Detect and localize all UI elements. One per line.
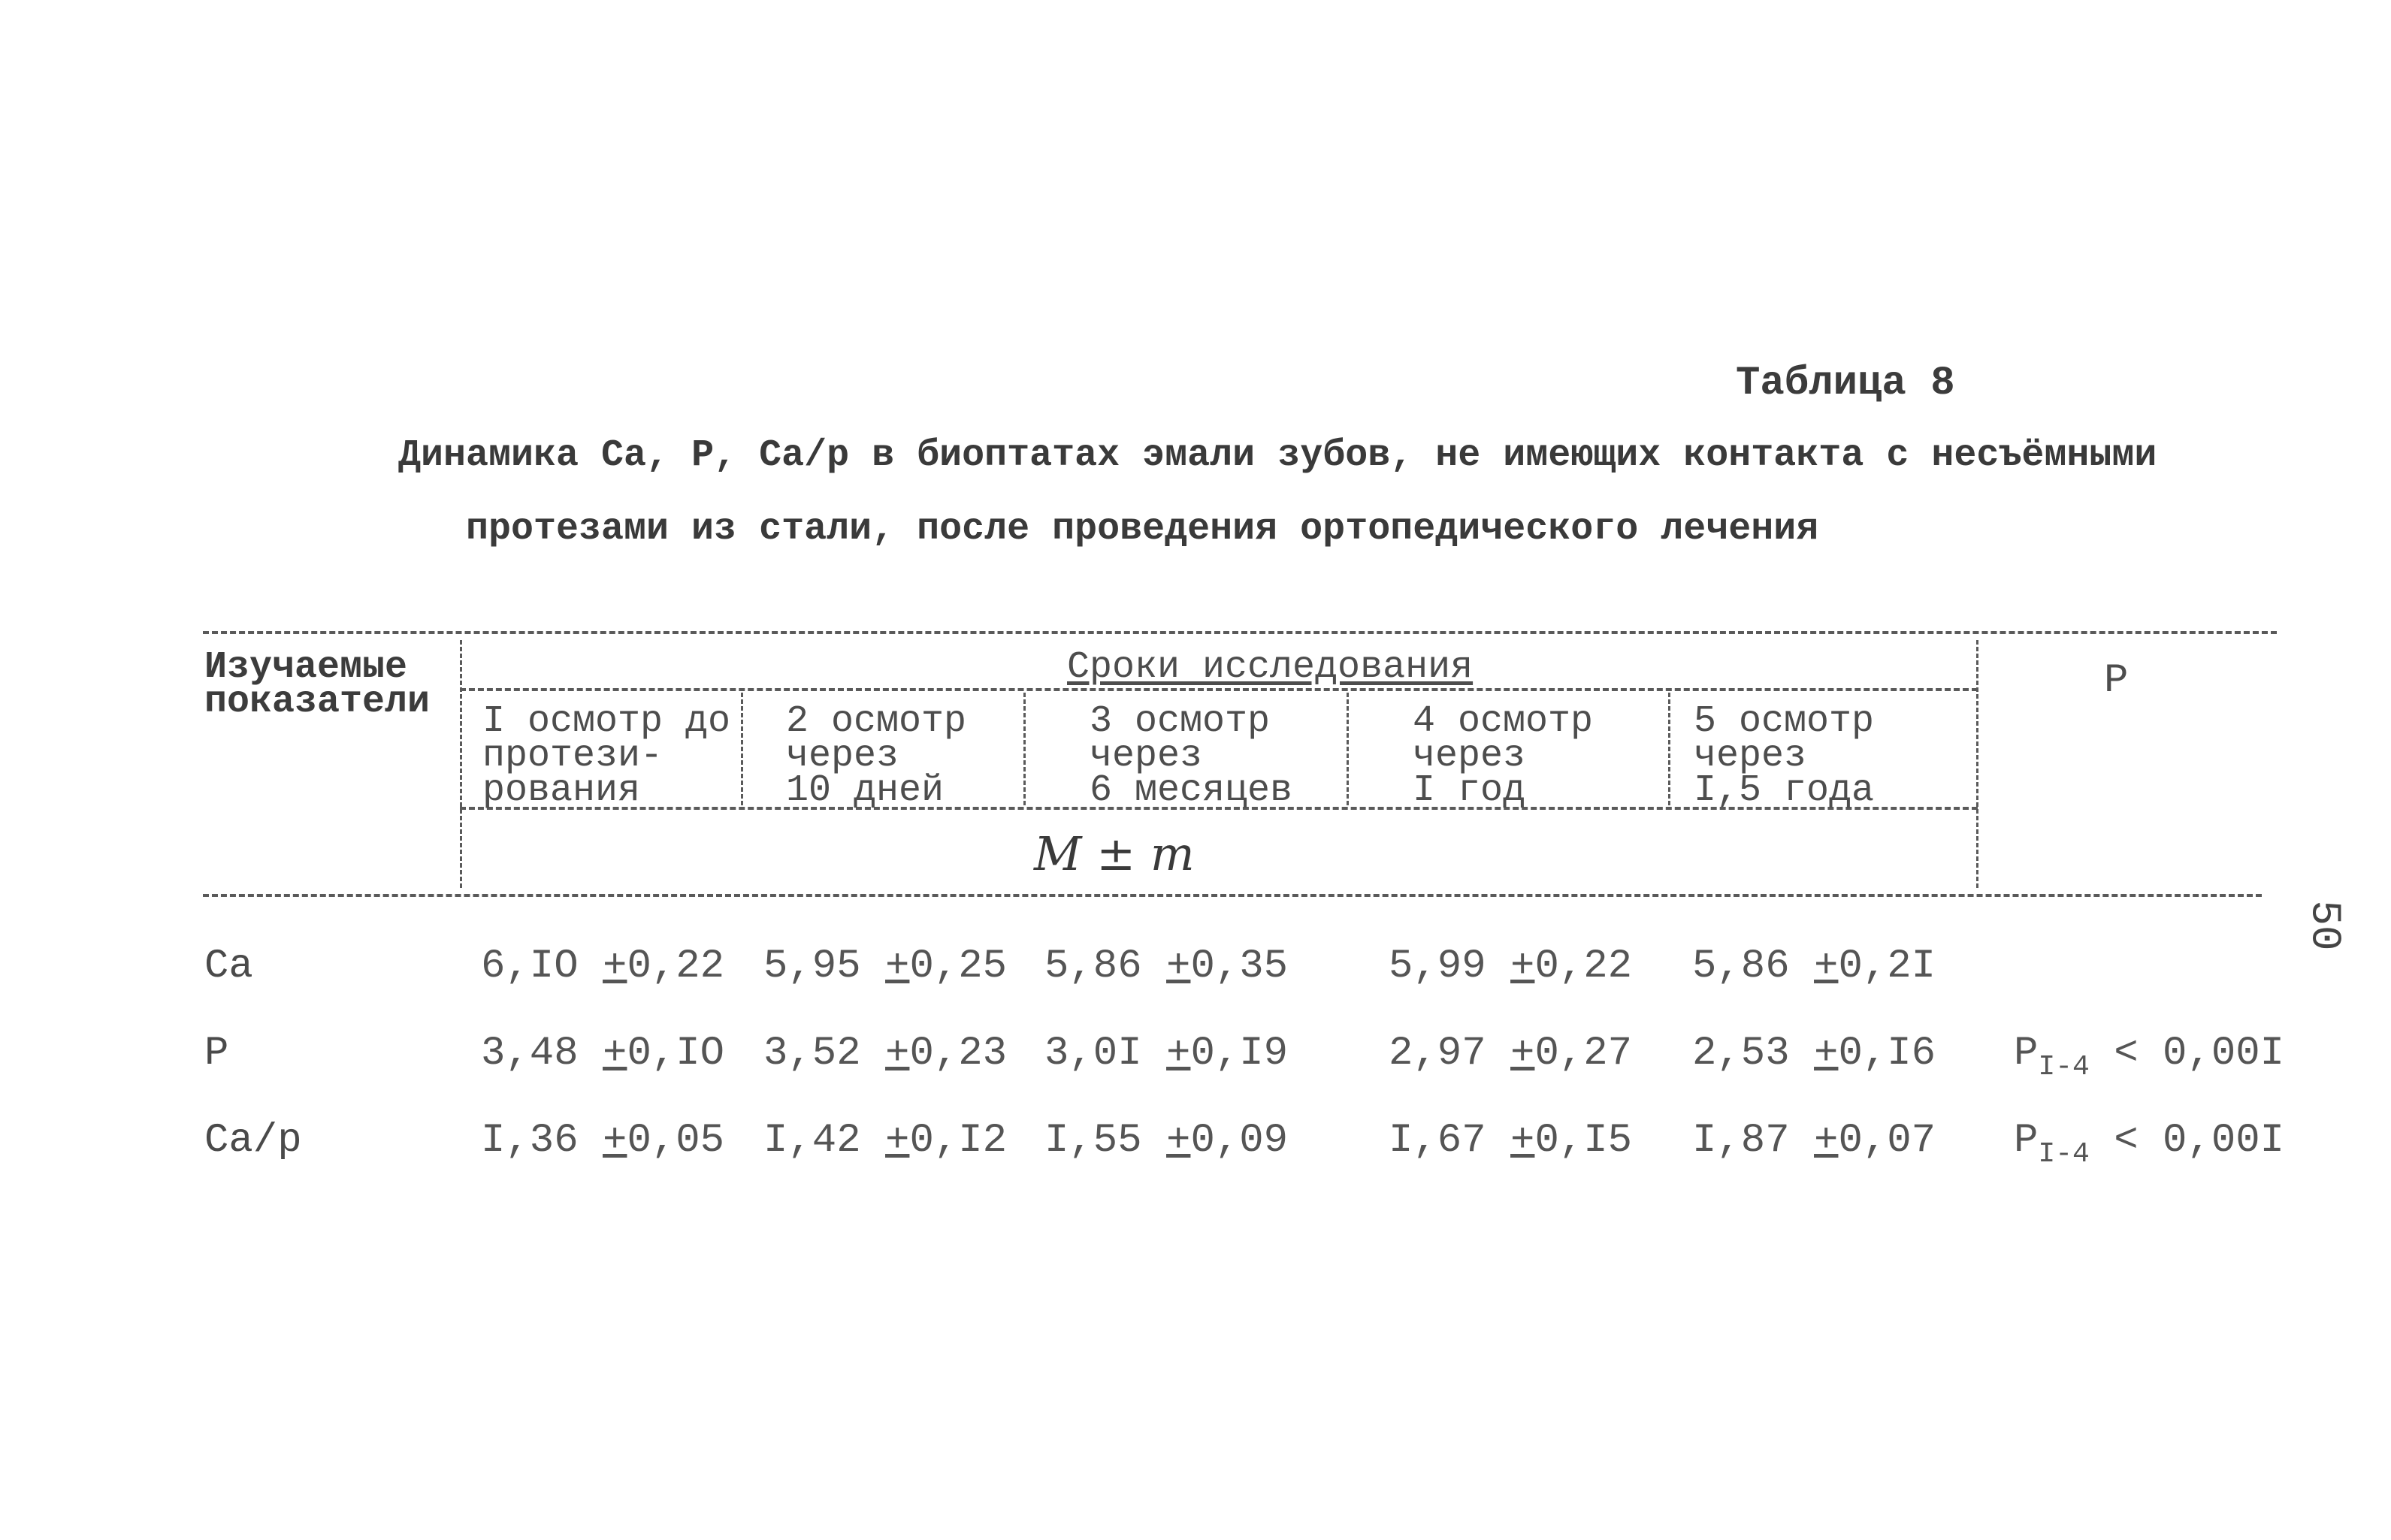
column-header-1-line2: протези- [482, 735, 663, 778]
indicators-header-line1: Изучаемые [204, 646, 408, 689]
row-label-p: Р [204, 1031, 229, 1076]
cell-p-1-mean: 3,48 [481, 1031, 579, 1076]
column-header-5-line3: I,5 года [1694, 769, 1875, 812]
table-title-line1: Динамика Са, Р, Са/р в биоптатах эмали зубов, не имеющих контакта с несъёмными [398, 434, 2157, 477]
column-header-3 [1090, 700, 1293, 812]
column-header-1-line3: рования [482, 769, 641, 812]
p-column-header: Р [2104, 658, 2129, 704]
cell-p-2-error: 0,23 [909, 1031, 1008, 1076]
cell-p-2 [763, 1031, 1007, 1076]
plus-minus-sign: + [1510, 1118, 1535, 1164]
row-label-ca: Са [204, 944, 253, 989]
column-header-1-line1: I осмотр до [482, 700, 731, 743]
plus-minus-sign: + [885, 944, 910, 989]
column-divider-1 [741, 693, 743, 805]
plus-minus-sign: + [1166, 944, 1191, 989]
cell-p-5-error: 0,I6 [1838, 1031, 1936, 1076]
p-value-p-rest: < 0,00I [2114, 1031, 2285, 1076]
cell-p-3 [1044, 1031, 1288, 1076]
cell-ca-3-mean: 5,86 [1044, 944, 1142, 989]
table-top-rule [203, 631, 2277, 634]
plus-minus-sign: + [885, 1031, 910, 1076]
cell-ca-4 [1389, 944, 1632, 989]
column-header-4-line2: через [1413, 735, 1526, 778]
plus-minus-sign: + [1814, 1118, 1839, 1164]
plus-minus-sign: + [603, 944, 627, 989]
cell-ca-2-error: 0,25 [909, 944, 1008, 989]
cell-cap-4-mean: I,67 [1389, 1118, 1486, 1164]
row-label-ca-p: Са/р [204, 1118, 302, 1164]
p-value-ca-p-rest: < 0,00I [2114, 1118, 2285, 1164]
plus-minus-sign: + [1814, 944, 1839, 989]
page-number: 50 [2300, 900, 2349, 951]
cell-cap-2 [763, 1118, 1007, 1164]
cell-ca-3 [1044, 944, 1288, 989]
indicators-header [204, 646, 431, 723]
cell-ca-4-error: 0,22 [1534, 944, 1633, 989]
table-title-line2: протезами из стали, после проведения ортопедического лечения [466, 508, 1819, 551]
period-group-header: Сроки исследования [1067, 646, 1474, 689]
column-header-4-line1: 4 осмотр [1413, 700, 1594, 743]
column-divider-2 [1023, 693, 1026, 805]
column-divider-3 [1347, 693, 1349, 805]
cell-p-5-mean: 2,53 [1692, 1031, 1790, 1076]
column-header-2-line1: 2 осмотр [786, 700, 967, 743]
cell-ca-2 [763, 944, 1007, 989]
table-label: Таблица 8 [1736, 361, 1955, 406]
plus-minus-sign: + [603, 1118, 627, 1164]
cell-p-1-error: 0,IO [627, 1031, 725, 1076]
p-value-ca-p-base: Р [2014, 1118, 2039, 1164]
column-header-1 [482, 700, 731, 812]
column-header-2 [786, 700, 967, 812]
cell-ca-1 [481, 944, 724, 989]
cell-p-5 [1692, 1031, 1936, 1076]
cell-cap-2-mean: I,42 [763, 1118, 861, 1164]
cell-p-3-mean: 3,0I [1044, 1031, 1142, 1076]
column-header-4-line3: I год [1413, 769, 1526, 812]
cell-ca-1-mean: 6,IO [481, 944, 579, 989]
column-divider-4 [1668, 693, 1670, 805]
cell-cap-5 [1692, 1118, 1936, 1164]
cell-cap-5-mean: I,87 [1692, 1118, 1790, 1164]
header-left-border [460, 640, 462, 888]
p-value-ca-p [2014, 1118, 2284, 1170]
cell-cap-3-error: 0,09 [1190, 1118, 1289, 1164]
plus-minus-sign: + [885, 1118, 910, 1164]
cell-ca-2-mean: 5,95 [763, 944, 861, 989]
column-header-3-line3: 6 месяцев [1090, 769, 1293, 812]
cell-p-4-error: 0,27 [1534, 1031, 1633, 1076]
column-header-5-line1: 5 осмотр [1694, 700, 1875, 743]
cell-ca-3-error: 0,35 [1190, 944, 1289, 989]
cell-ca-5-error: 0,2I [1838, 944, 1936, 989]
cell-cap-4-error: 0,I5 [1534, 1118, 1633, 1164]
cell-ca-4-mean: 5,99 [1389, 944, 1486, 989]
column-header-5 [1694, 700, 1875, 812]
plus-minus-sign: + [1166, 1118, 1191, 1164]
plus-minus-sign: + [1510, 1031, 1535, 1076]
column-header-3-line1: 3 осмотр [1090, 700, 1271, 743]
column-header-2-line2: через [786, 735, 899, 778]
column-header-4 [1413, 700, 1594, 812]
plus-minus-sign: + [1510, 944, 1535, 989]
cell-cap-4 [1389, 1118, 1632, 1164]
cell-ca-5 [1692, 944, 1936, 989]
column-header-5-line2: через [1694, 735, 1807, 778]
p-value-p [2014, 1031, 2284, 1083]
cell-cap-1 [481, 1118, 724, 1164]
cell-p-3-error: 0,I9 [1190, 1031, 1289, 1076]
header-right-border [1976, 640, 1978, 888]
cell-cap-3-mean: I,55 [1044, 1118, 1142, 1164]
p-value-p-sub: I-4 [2038, 1051, 2090, 1083]
cell-cap-1-mean: I,36 [481, 1118, 579, 1164]
cell-cap-1-error: 0,05 [627, 1118, 725, 1164]
cell-p-4 [1389, 1031, 1632, 1076]
cell-p-1 [481, 1031, 724, 1076]
mean-error-subheader: M ± m [1034, 826, 1195, 881]
p-value-p-base: Р [2014, 1031, 2039, 1076]
cell-cap-3 [1044, 1118, 1288, 1164]
cell-cap-2-error: 0,I2 [909, 1118, 1008, 1164]
column-header-2-line3: 10 дней [786, 769, 945, 812]
plus-minus-sign: + [603, 1031, 627, 1076]
header-bottom-rule [203, 894, 2262, 897]
cell-p-2-mean: 3,52 [763, 1031, 861, 1076]
cell-cap-5-error: 0,07 [1838, 1118, 1936, 1164]
plus-minus-sign: + [1166, 1031, 1191, 1076]
indicators-header-line2: показатели [204, 681, 431, 723]
cell-p-4-mean: 2,97 [1389, 1031, 1486, 1076]
plus-minus-sign: + [1814, 1031, 1839, 1076]
cell-ca-5-mean: 5,86 [1692, 944, 1790, 989]
p-value-ca-p-sub: I-4 [2038, 1138, 2090, 1170]
column-header-3-line2: через [1090, 735, 1203, 778]
cell-ca-1-error: 0,22 [627, 944, 725, 989]
